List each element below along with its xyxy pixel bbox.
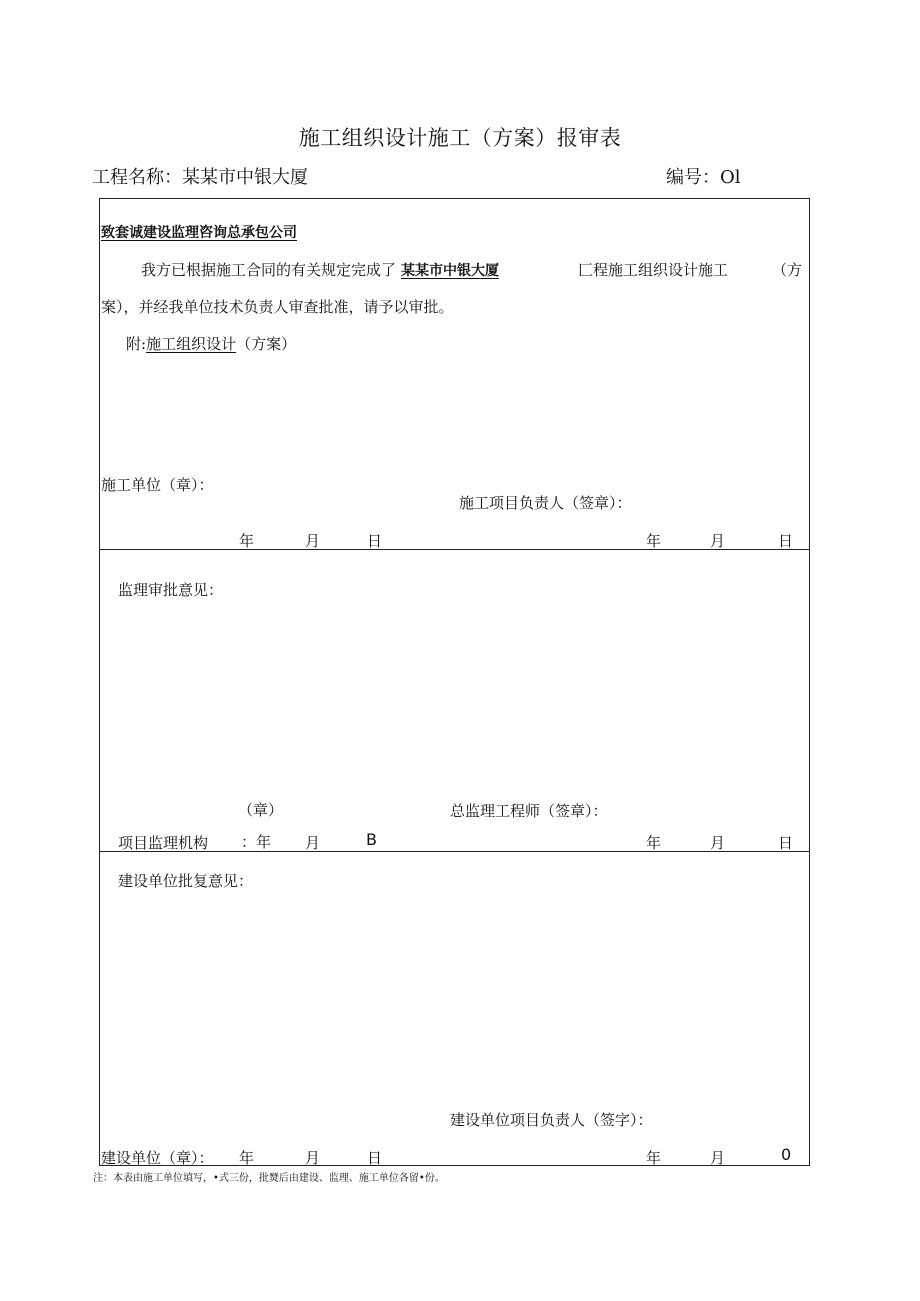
submission-project-name: 某某市中银大厦 [401,263,499,279]
manager-day: 日 [778,532,794,550]
owner-manager-label: 建设单位项目负责人（签字）： [450,1111,653,1129]
manager-month: 月 [710,532,726,550]
section-divider-1 [99,549,810,550]
engineer-day: 日 [778,834,794,852]
supervision-seal-label: （章） [238,801,284,819]
attachment-item: 施工组织设计 [146,335,237,353]
contractor-day: 日 [367,532,383,550]
submission-text-line2: 案），并经我单位技术负责人审查批准，请予以审批。 [101,298,454,316]
chief-engineer-label: 总监理工程师（签章）： [450,802,608,820]
manager-year: 年 [646,532,662,550]
owner-manager-month: 月 [710,1149,726,1167]
submission-text-paren: （方 [772,261,803,279]
project-name: 某某市中银大厦 [182,167,308,188]
serial-label: 编号： [666,167,720,188]
supervision-month: 月 [305,834,321,852]
supervision-year: ：年 [241,833,272,851]
attachment-label: 附: [126,335,147,353]
contractor-year: 年 [239,532,255,550]
contractor-unit-label: 施工单位（章）： [101,476,214,494]
supervision-opinion-label: 监理审批意见： [118,581,224,599]
owner-opinion-label: 建设单位批复意见： [118,872,254,890]
engineer-month: 月 [710,834,726,852]
engineer-year: 年 [646,834,662,852]
owner-unit-label: 建设单位（章）： [101,1149,214,1167]
owner-day: 日 [367,1149,383,1167]
submission-text-prefix: 我方已根据施工合同的有关规定完成了 [141,261,397,279]
project-name-row [92,163,308,189]
owner-manager-year: 年 [646,1149,662,1167]
attachment-row [126,333,296,354]
submission-text-mid: 匚程施工组织设计施工 [578,261,729,279]
serial-value: Ol [720,167,741,188]
owner-month: 月 [305,1149,321,1167]
serial-number-row [666,163,741,189]
supervision-org-label: 项目监理机构 [118,834,209,852]
project-label: 工程名称： [92,167,182,188]
form-title: 施工组织设计施工（方案）报审表 [298,126,622,150]
footer-note: 注：本表由施工单位填写，•式三份，批燹后由建设、监理、施工单位各留•份。 [93,1173,445,1184]
owner-manager-day: 0 [781,1145,792,1164]
owner-year: 年 [239,1149,255,1167]
attachment-suffix: （方案） [236,335,297,353]
contractor-month: 月 [305,532,321,550]
recipient-company: 致套诚建设监理咨询总承包公司 [101,225,297,241]
contractor-manager-label: 施工项目负责人（签章）： [459,494,632,512]
supervision-day: B [366,830,377,849]
